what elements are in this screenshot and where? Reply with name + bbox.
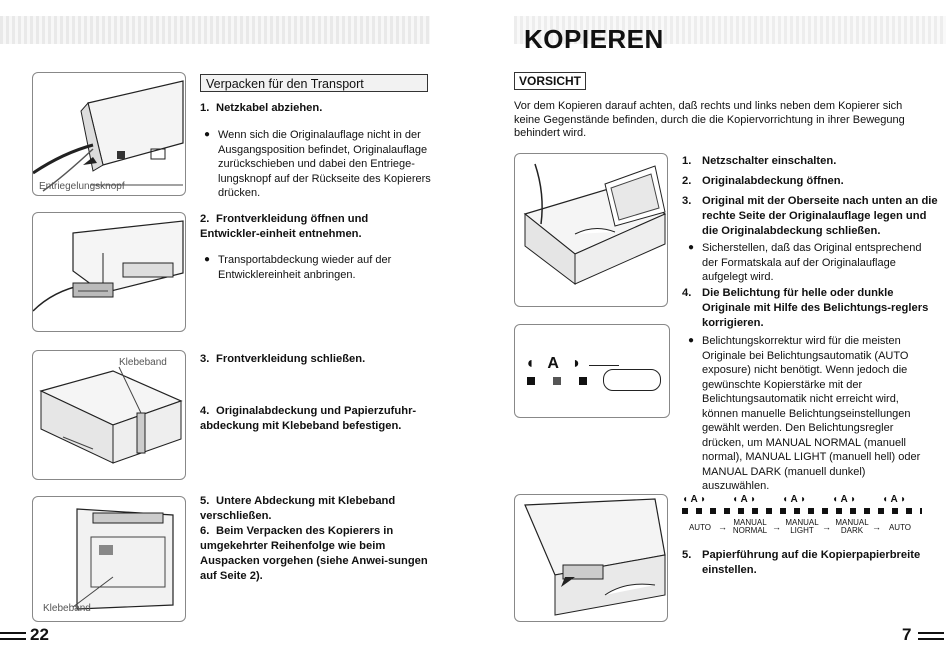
step-number: 3.: [682, 195, 692, 207]
step-number: 5.: [682, 549, 692, 561]
step-text: Frontverkleidung schließen.: [216, 353, 366, 365]
panel-symbols: [525, 355, 581, 373]
label-tape-2: Klebeband: [43, 603, 91, 614]
arrow-icon: →: [772, 522, 781, 532]
caution-label: VORSICHT: [514, 72, 586, 90]
step-number: 5.: [200, 495, 210, 507]
left-bullet-2: ● Transportabdeckung wieder auf der Entwicklereinheit anbringen.: [204, 253, 442, 282]
seq-label-manual-dark: MANUAL DARK: [835, 518, 869, 535]
dark-icon: ◗: [571, 355, 582, 372]
panel-leader-line: [589, 365, 619, 366]
left-step-1: [200, 101, 428, 116]
seq-label-auto-2: AUTO: [888, 523, 912, 532]
left-step-3: [200, 352, 428, 367]
seq-symbols-5: ◖ A ◗: [882, 494, 907, 505]
seq-symbols-3: ◖ A ◗: [782, 494, 807, 505]
step-text: Netzschalter einschalten.: [702, 155, 837, 167]
seq-label-manual-light: MANUAL LIGHT: [785, 518, 819, 535]
step-number: 1.: [682, 155, 692, 167]
right-step-5: [682, 548, 942, 578]
section-title: Verpacken für den Transport: [200, 74, 428, 92]
footer-rule-left-1: [0, 632, 26, 634]
figure-open-cover: [514, 153, 668, 307]
left-bullet-1: ● Wenn sich die Originalauflage nicht in der Ausgangsposition befindet, Originalauflage zurückschieben und dabei den Entriege-lungsknopf auf der Rückseite des Kopierers drücken.: [204, 128, 442, 201]
step-number: 4.: [682, 287, 692, 299]
arrow-icon: →: [872, 522, 881, 532]
step-text: Netzkabel abziehen.: [216, 102, 323, 114]
step-text: Die Belichtung für helle oder dunkle Originale mit Hilfe des Belichtungs-reglers korrigieren.: [702, 287, 929, 329]
left-step-5: [200, 494, 428, 524]
figure-unplug-cable: [32, 72, 186, 196]
right-step-1: [682, 154, 922, 169]
step-number: 3.: [200, 353, 210, 365]
header-band-left: [0, 16, 430, 44]
label-tape-1: Klebeband: [119, 357, 167, 368]
seq-symbols-4: ◖ A ◗: [832, 494, 857, 505]
page-number-right: 7: [902, 625, 912, 644]
step-text: Originalabdeckung öffnen.: [702, 175, 844, 187]
page-title: KOPIEREN: [524, 24, 664, 54]
seq-symbols-1: ◖ A ◗: [682, 494, 707, 505]
seq-label-manual-normal: MANUAL NORMAL: [732, 518, 768, 535]
footer-rule-right-1: [918, 632, 944, 634]
step-number: 6.: [200, 525, 210, 537]
right-step-2: [682, 174, 922, 189]
left-step-2: [200, 212, 428, 242]
figure-paper-guide: [514, 494, 668, 622]
page-number-left: 22: [30, 625, 49, 644]
footer-rule-right-2: [918, 638, 944, 640]
exposure-sequence: [682, 494, 922, 544]
caution-text: Vor dem Kopieren darauf achten, daß rechts und links neben dem Kopierer sich keine Gegenstände befinden, durch die die Kopiervorrichtung in ihrer Bewegung behindert wird.: [514, 100, 905, 139]
indicator-auto: [553, 377, 561, 385]
step-number: 2.: [682, 175, 692, 187]
indicator-light: [527, 377, 535, 385]
step-number: 2.: [200, 213, 210, 225]
seq-indicators: [682, 508, 922, 514]
step-text: Papierführung auf die Kopierpapierbreite einstellen.: [702, 549, 921, 576]
figure-tape-cover: [32, 350, 186, 480]
step-text: Beim Verpacken des Kopierers in umgekehrter Reihenfolge wie beim Auspacken vorgehen (siehe Anwei-sungen auf Seite 2).: [200, 525, 428, 582]
arrow-icon: →: [718, 522, 727, 532]
figure-bottom-cover: [32, 496, 186, 622]
right-bullet-2: ● Belichtungskorrektur wird für die meisten Originale bei Belichtungsautomatik (AUTO exposure) nicht benötigt. Wenn jedoch die gewünschte Kopierstärke mit der Belichtungsautomatik nicht erreicht wird, können manuelle Belichtungseinstellungen gewählt werden. Den Belichtungsregler drücken, um MANUAL NORMAL (manuell normal), MANUAL LIGHT (manuell hell) oder MANUAL DARK (manuell dunkel) auszuwählen.: [688, 334, 930, 494]
figure-developer-unit: [32, 212, 186, 332]
light-icon: ◖: [525, 355, 535, 372]
exposure-panel: [514, 324, 670, 418]
left-step-4: [200, 404, 428, 434]
label-release-button: Entriegelungsknopf: [39, 181, 125, 192]
step-number: 4.: [200, 405, 210, 417]
arrow-icon: →: [822, 522, 831, 532]
left-step-6: [200, 524, 428, 584]
step-text: Original mit der Oberseite nach unten an die rechte Seite der Originalauflage legen und die Originalabdeckung schließen.: [702, 195, 938, 237]
step-text: Untere Abdeckung mit Klebeband verschließen.: [200, 495, 396, 522]
exposure-button[interactable]: [603, 369, 661, 391]
right-step-3: [682, 194, 938, 239]
indicator-dark: [579, 377, 587, 385]
step-text: Originalabdeckung und Papierzufuhr-abdeckung mit Klebeband befestigen.: [200, 405, 417, 432]
auto-icon: A: [547, 355, 559, 372]
seq-label-auto-1: AUTO: [688, 523, 712, 532]
right-step-4: [682, 286, 938, 331]
footer-rule-left-2: [0, 638, 26, 640]
right-bullet-1: ● Sicherstellen, daß das Original entsprechend der Formatskala auf der Originalauflage aufgelegt wird.: [688, 241, 930, 285]
step-text: Frontverkleidung öffnen und Entwickler-einheit entnehmen.: [200, 213, 369, 240]
seq-symbols-2: ◖ A ◗: [732, 494, 757, 505]
step-number: 1.: [200, 102, 210, 114]
